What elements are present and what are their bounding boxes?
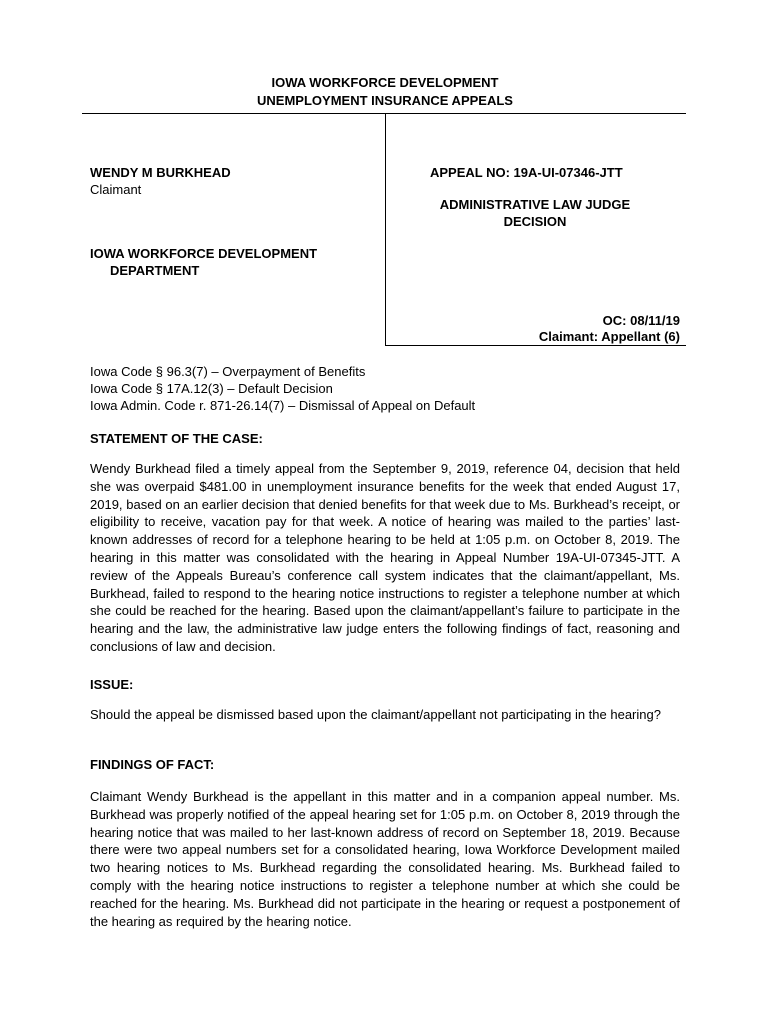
caption-vertical-divider bbox=[385, 113, 386, 345]
claimant-role: Claimant bbox=[90, 182, 142, 197]
decision-type-line2: DECISION bbox=[503, 214, 567, 229]
header-divider bbox=[82, 113, 686, 114]
appeal-number: APPEAL NO: 19A-UI-07346-JTT bbox=[430, 165, 623, 180]
employer-name-line1: IOWA WORKFORCE DEVELOPMENT bbox=[90, 246, 318, 261]
statement-text: Wendy Burkhead filed a timely appeal from the September 9, 2019, reference 04, decision that held she was overpaid $481.00 in unemployment insurance benefits for the week that ended August 17, 2019, based on an earlier decision that denied benefits for that week due to Ms. Burkhead’s receipt, or eligibility to receive, vacation pay for that week. A notice of hearing was mailed to the parties’ last-known addresses of record for a telephone hearing to be held at 1:05 p.m. on October 8, 2019. The hearing in this matter was consolidated with the hearing in Appeal Number 19A-UI-07345-JTT. A review of the Appeals Bureau’s conference call system indicates that the claimant/appellant, Ms. Burkhead, failed to respond to the hearing notice instructions to register a telephone number at which she could be reached for the hearing. Based upon the claimant/appellant’s failure to participate in the hearing and the law, the administrative law judge enters the following findings of fact, reasoning and conclusions of law and decision. bbox=[90, 461, 680, 654]
caption-bottom-divider bbox=[385, 345, 686, 346]
code-citation: Iowa Code § 17A.12(3) – Default Decision bbox=[90, 381, 333, 396]
issue-text: Should the appeal be dismissed based upon the claimant/appellant not participating in the hearing? bbox=[90, 707, 661, 722]
decision-type-line1: ADMINISTRATIVE LAW JUDGE bbox=[439, 197, 631, 212]
code-citation: Iowa Code § 96.3(7) – Overpayment of Benefits bbox=[90, 364, 366, 379]
findings-text: Claimant Wendy Burkhead is the appellant in this matter and in a companion appeal number. Ms. Burkhead was properly notified of the appeal hearing set for 1:05 p.m. on October 8, 2019 through the hearing notice that was mailed to her last-known address of record on September 18, 2019. Because there were two appeal numbers set for a consolidated hearing, Iowa Workforce Development mailed two hearing notices to Ms. Burkhead regarding the consolidated hearing. Ms. Burkhead failed to comply with the hearing notice instructions to register a telephone number at which she could be reached for the hearing. Ms. Burkhead did not participate in the hearing or request a postponement of the hearing as required by the hearing notice. bbox=[90, 789, 680, 929]
code-citation: Iowa Admin. Code r. 871-26.14(7) – Dismissal of Appeal on Default bbox=[90, 398, 476, 413]
issue-heading: ISSUE: bbox=[90, 677, 134, 692]
agency-title: IOWA WORKFORCE DEVELOPMENT bbox=[271, 75, 499, 90]
appellant-status: Claimant: Appellant (6) bbox=[538, 329, 680, 344]
findings-heading: FINDINGS OF FACT: bbox=[90, 757, 215, 772]
division-title: UNEMPLOYMENT INSURANCE APPEALS bbox=[257, 93, 513, 108]
statement-heading: STATEMENT OF THE CASE: bbox=[90, 431, 263, 446]
oc-date: OC: 08/11/19 bbox=[602, 313, 680, 328]
claimant-name: WENDY M BURKHEAD bbox=[90, 165, 231, 180]
employer-name-line2: DEPARTMENT bbox=[110, 263, 200, 278]
